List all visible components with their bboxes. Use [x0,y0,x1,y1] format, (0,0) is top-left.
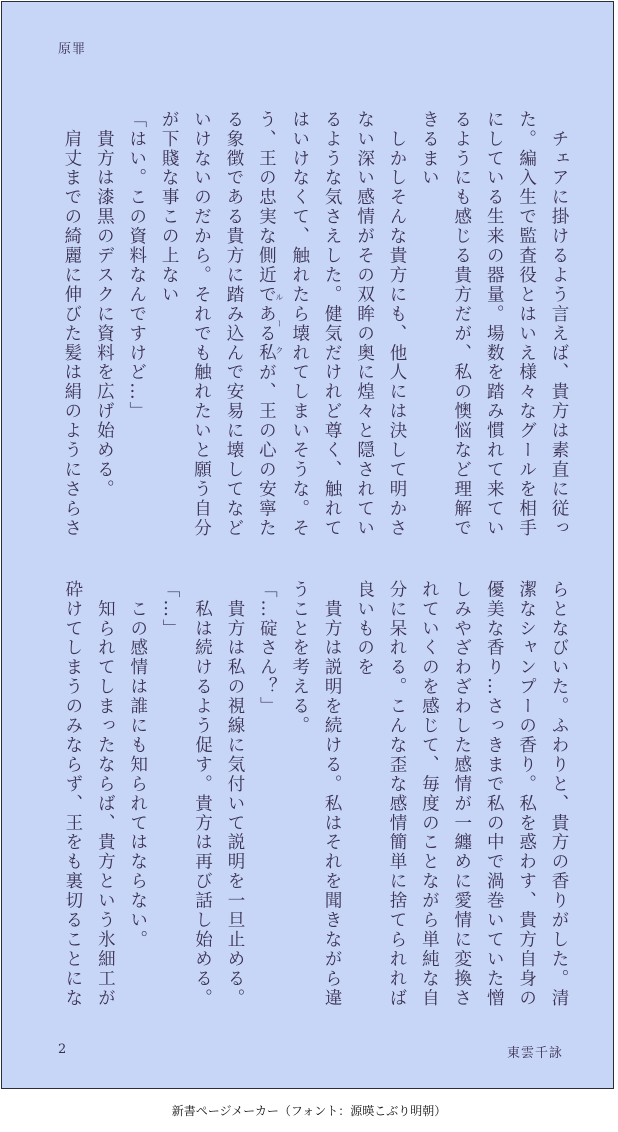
text-line: 良いものを [354,580,375,678]
text-line: しかしそんな貴方にも、他人には決して明かさ [386,110,407,538]
text-line: この感情は誰にも知られてはならない。 [127,580,148,950]
text-line: るような気さえした。健気だけれど尊く、触れて [322,110,343,538]
text-line: はいけなくて、触れたら壊れてしまいそうな。そ [289,110,310,538]
text-line: 分に呆れる。こんな歪な感情簡単に捨てられれば [386,580,407,1008]
text-line: しみやざわざわした感情が一纏めに愛情に変換さ [451,580,472,1008]
ruby-base: である私 [256,285,277,363]
page-number: 2 [58,1042,67,1057]
text-line: ない深い感情がその双眸の奥に煌々と隠されてい [354,110,375,538]
text-line: 知られてしまったならば、貴方という氷細工が [95,580,116,1008]
text-line: 「はい。この資料なんですけど…」 [126,110,147,422]
footer-caption: 新書ページメーカー（フォント：源暎こぶり明朝） [171,1104,447,1118]
lower-text-block [47,580,575,1008]
text-line: 「…」 [160,580,181,639]
ruby-reading: ルーク [274,285,284,363]
text-line: 「…碇さん？」 [257,580,278,717]
text-line: た。編入生で監査役とはいえ様々なグールを相手 [516,110,537,538]
running-title: 原罪 [58,42,87,57]
text-line: 潔なシャンプーの香り。私を惑わす、貴方自身の [516,580,537,1008]
text-line: 貴方は説明を続ける。私はそれを聞きながら違 [322,580,343,1008]
author-name: 東雲千詠 [506,1046,563,1061]
text-line: るようにも感じる貴方だが、私の懊悩など理解で [451,110,472,538]
text-line: うことを考える。 [289,580,310,736]
upper-text-block [47,110,575,538]
text-line: 貴方は私の視線に気付いて説明を一旦止める。 [224,580,245,1008]
text-line: チェアに掛けるよう言えば、貴方は素直に従っ [549,110,569,538]
text-line: る象徴である貴方に踏み込んで安易に壊してなど [223,110,244,538]
text-line: にしている生来の器量。場数を踏み慣れて来てい [484,110,505,538]
text-line: 砕けてしまうのみならず、王をも裏切ることにな [62,580,83,1008]
ruby-text-line [250,110,283,538]
text-line: 肩丈までの綺麗に伸びた髪は絹のようにさらさ [61,110,82,538]
ruby-line-after: が、王の心の安寧た [256,362,277,538]
text-line: らとなびいた。ふわりと、貴方の香りがした。清 [549,580,569,1008]
text-line: 私は続けるよう促す。貴方は再び話し始める。 [192,580,213,1008]
text-line: が下賤な事この上ない [159,110,180,305]
ruby-annotation [256,285,284,363]
book-page [1,1,614,1089]
text-line: いけないのだから。それでも触れたいと願う自分 [191,110,212,538]
text-line: 優美な香り…さっきまで私の中で渦巻いていた憎 [484,580,505,1008]
text-line: れていくのを感じて、毎度のことながら単純な自 [419,580,440,1008]
ruby-line-before: う、王の忠実な側近 [256,110,277,286]
text-line: きるまい [419,110,440,188]
text-line: 貴方は漆黒のデスクに資料を広げ始める。 [94,110,115,499]
